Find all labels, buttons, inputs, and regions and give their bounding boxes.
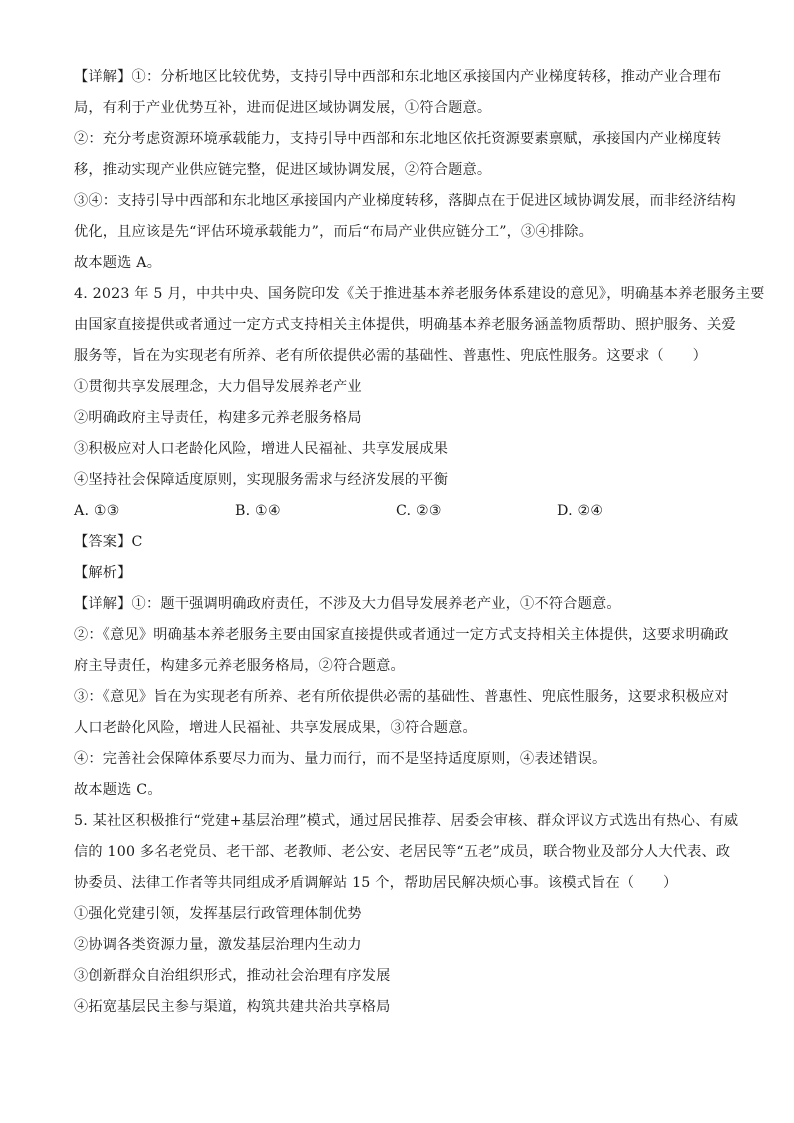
statement-item: ①贯彻共享发展理念，大力倡导发展养老产业: [74, 379, 362, 395]
answer-options: [74, 496, 724, 527]
text-line: 优化，且应该是先“评估环境承载能力”，而后“布局产业供应链分工”，③④排除。: [74, 224, 593, 240]
question-stem: 由国家直接提供或者通过一定方式支持相关主体提供，明确基本养老服务涵盖物质帮助、照护服务、关爱: [74, 317, 736, 333]
option-b: B. ①④: [235, 503, 281, 519]
statement-item: ②明确政府主导责任，构建多元养老服务格局: [74, 410, 362, 426]
question-stem: 服务等，旨在为实现老有所养、老有所依提供必需的基础性、普惠性、兜底性服务。这要求（ ）: [74, 348, 708, 364]
text-line: ③：《意见》旨在为实现老有所养、老有所依提供必需的基础性、普惠性、兜底性服务，这要求积极应对: [74, 689, 729, 705]
text-line: 【详解】①：题干强调明确政府责任，不涉及大力倡导发展养老产业，①不符合题意。: [74, 596, 621, 612]
statement-item: ③积极应对人口老龄化风险，增进人民福祉、共享发展成果: [74, 441, 449, 457]
answer-line: 【答案】C: [74, 534, 143, 550]
text-line: ②：充分考虑资源环境承载能力，支持引导中西部和东北地区依托资源要素禀赋，承接国内产业梯度转: [74, 131, 722, 147]
analysis-heading: 【解析】: [74, 565, 132, 581]
question-stem: 4. 2023 年 5 月，中共中央、国务院印发《关于推进基本养老服务体系建设的意见》，明确基本养老服务主要: [74, 286, 765, 302]
text-line: 人口老龄化风险，增进人民福祉、共享发展成果，③符合题意。: [74, 720, 477, 736]
question-stem: 协委员、法律工作者等共同组成矛盾调解站 15 个，帮助居民解决烦心事。该模式旨在（ ）: [74, 875, 678, 891]
text-line: 局，有利于产业优势互补，进而促进区域协调发展，①符合题意。: [74, 100, 492, 116]
statement-item: ③创新群众自治组织形式，推动社会治理有序发展: [74, 968, 391, 984]
question-stem: 5. 某社区积极推行“党建+基层治理”模式，通过居民推荐、居委会审核、群众评议方式选出有热心、有威: [74, 813, 739, 829]
text-line: ③④：支持引导中西部和东北地区承接国内产业梯度转移，落脚点在于促进区域协调发展，而非经济结构: [74, 193, 736, 209]
text-line: 【详解】①：分析地区比较优势，支持引导中西部和东北地区承接国内产业梯度转移，推动产业合理布: [74, 69, 722, 85]
statement-item: ②协调各类资源力量，激发基层治理内生动力: [74, 937, 362, 953]
statement-item: ①强化党建引领，发挥基层行政管理体制优势: [74, 906, 362, 922]
text-line: 移，推动实现产业供应链完整，促进区域协调发展，②符合题意。: [74, 162, 492, 178]
text-line: ②：《意见》明确基本养老服务主要由国家直接提供或者通过一定方式支持相关主体提供，这要求明确政: [74, 627, 729, 643]
option-c: C. ②③: [396, 503, 442, 519]
document-page: [74, 62, 765, 1023]
question-stem: 信的 100 多名老党员、老干部、老教师、老公安、老居民等“五老”成员，联合物业及部分人大代表、政: [74, 844, 731, 860]
statement-item: ④拓宽基层民主参与渠道，构筑共建共治共享格局: [74, 999, 391, 1015]
option-a: A. ①③: [74, 503, 120, 519]
text-line: ④：完善社会保障体系要尽力而为、量力而行，而不是坚持适度原则，④表述错误。: [74, 751, 607, 767]
option-d: D. ②④: [557, 503, 604, 519]
text-line: 故本题选 C。: [74, 782, 162, 798]
text-line: 故本题选 A。: [74, 255, 162, 271]
statement-item: ④坚持社会保障适度原则，实现服务需求与经济发展的平衡: [74, 472, 449, 488]
text-line: 府主导责任，构建多元养老服务格局，②符合题意。: [74, 658, 405, 674]
